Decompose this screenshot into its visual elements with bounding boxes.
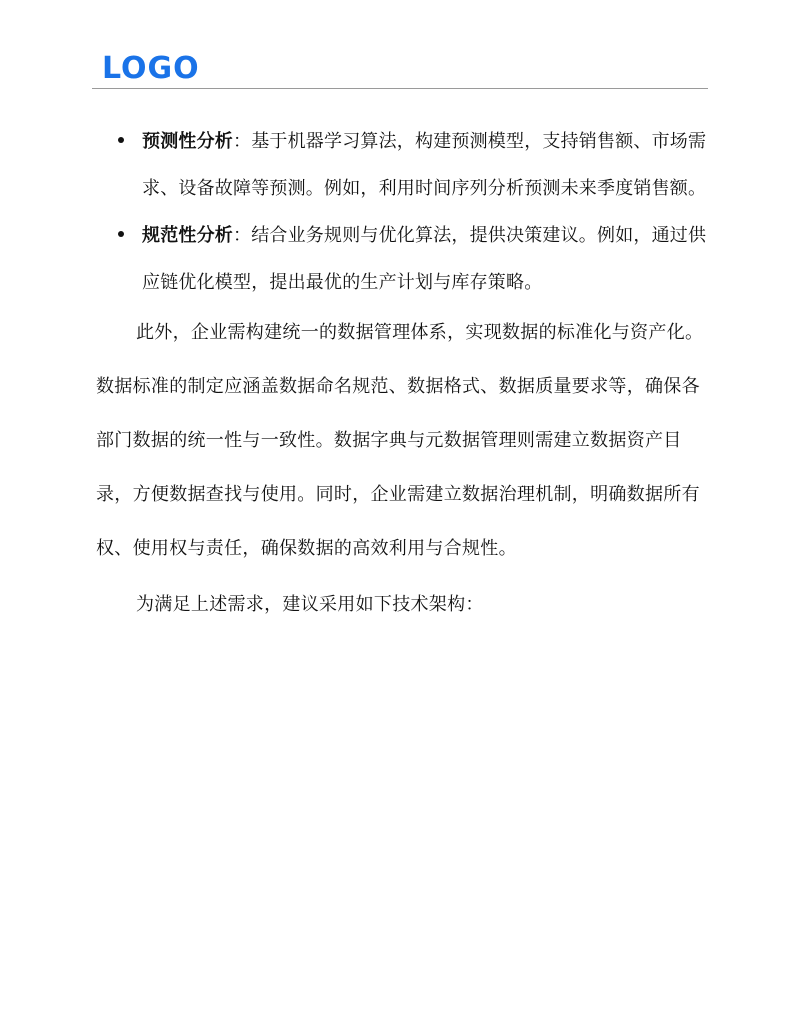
page-header (92, 52, 708, 89)
bullet-text: ：结合业务规则与优化算法，提供决策建议。例如，通过供应链优化模型，提出最优的生产计划与库存策略。 (142, 225, 707, 293)
list-item (96, 118, 716, 212)
paragraph: 为满足上述需求，建议采用如下技术架构： (136, 594, 484, 615)
document-body (96, 118, 716, 632)
paragraph: 此外，企业需构建统一的数据管理体系，实现数据的标准化与资产化。数据标准的制定应涵盖数据命名规范、数据格式、数据质量要求等，确保各部门数据的统一性与一致性。数据字典与元数据管理则需建立数据资产目录，方便数据查找与使用。同时，企业需建立数据治理机制，明确数据所有权、使用权与责任，确保数据的高效利用与合规性。 (96, 322, 704, 559)
bullet-list (96, 118, 716, 306)
bullet-text: ：基于机器学习算法，构建预测模型，支持销售额、市场需求、设备故障等预测。例如，利用时间序列分析预测未来季度销售额。 (142, 131, 707, 199)
bullet-icon (118, 137, 124, 143)
logo: LOGO (102, 51, 200, 86)
bullet-icon (118, 231, 124, 237)
bullet-term: 预测性分析 (142, 131, 233, 152)
bullet-term: 规范性分析 (142, 225, 233, 246)
list-item (96, 212, 716, 306)
